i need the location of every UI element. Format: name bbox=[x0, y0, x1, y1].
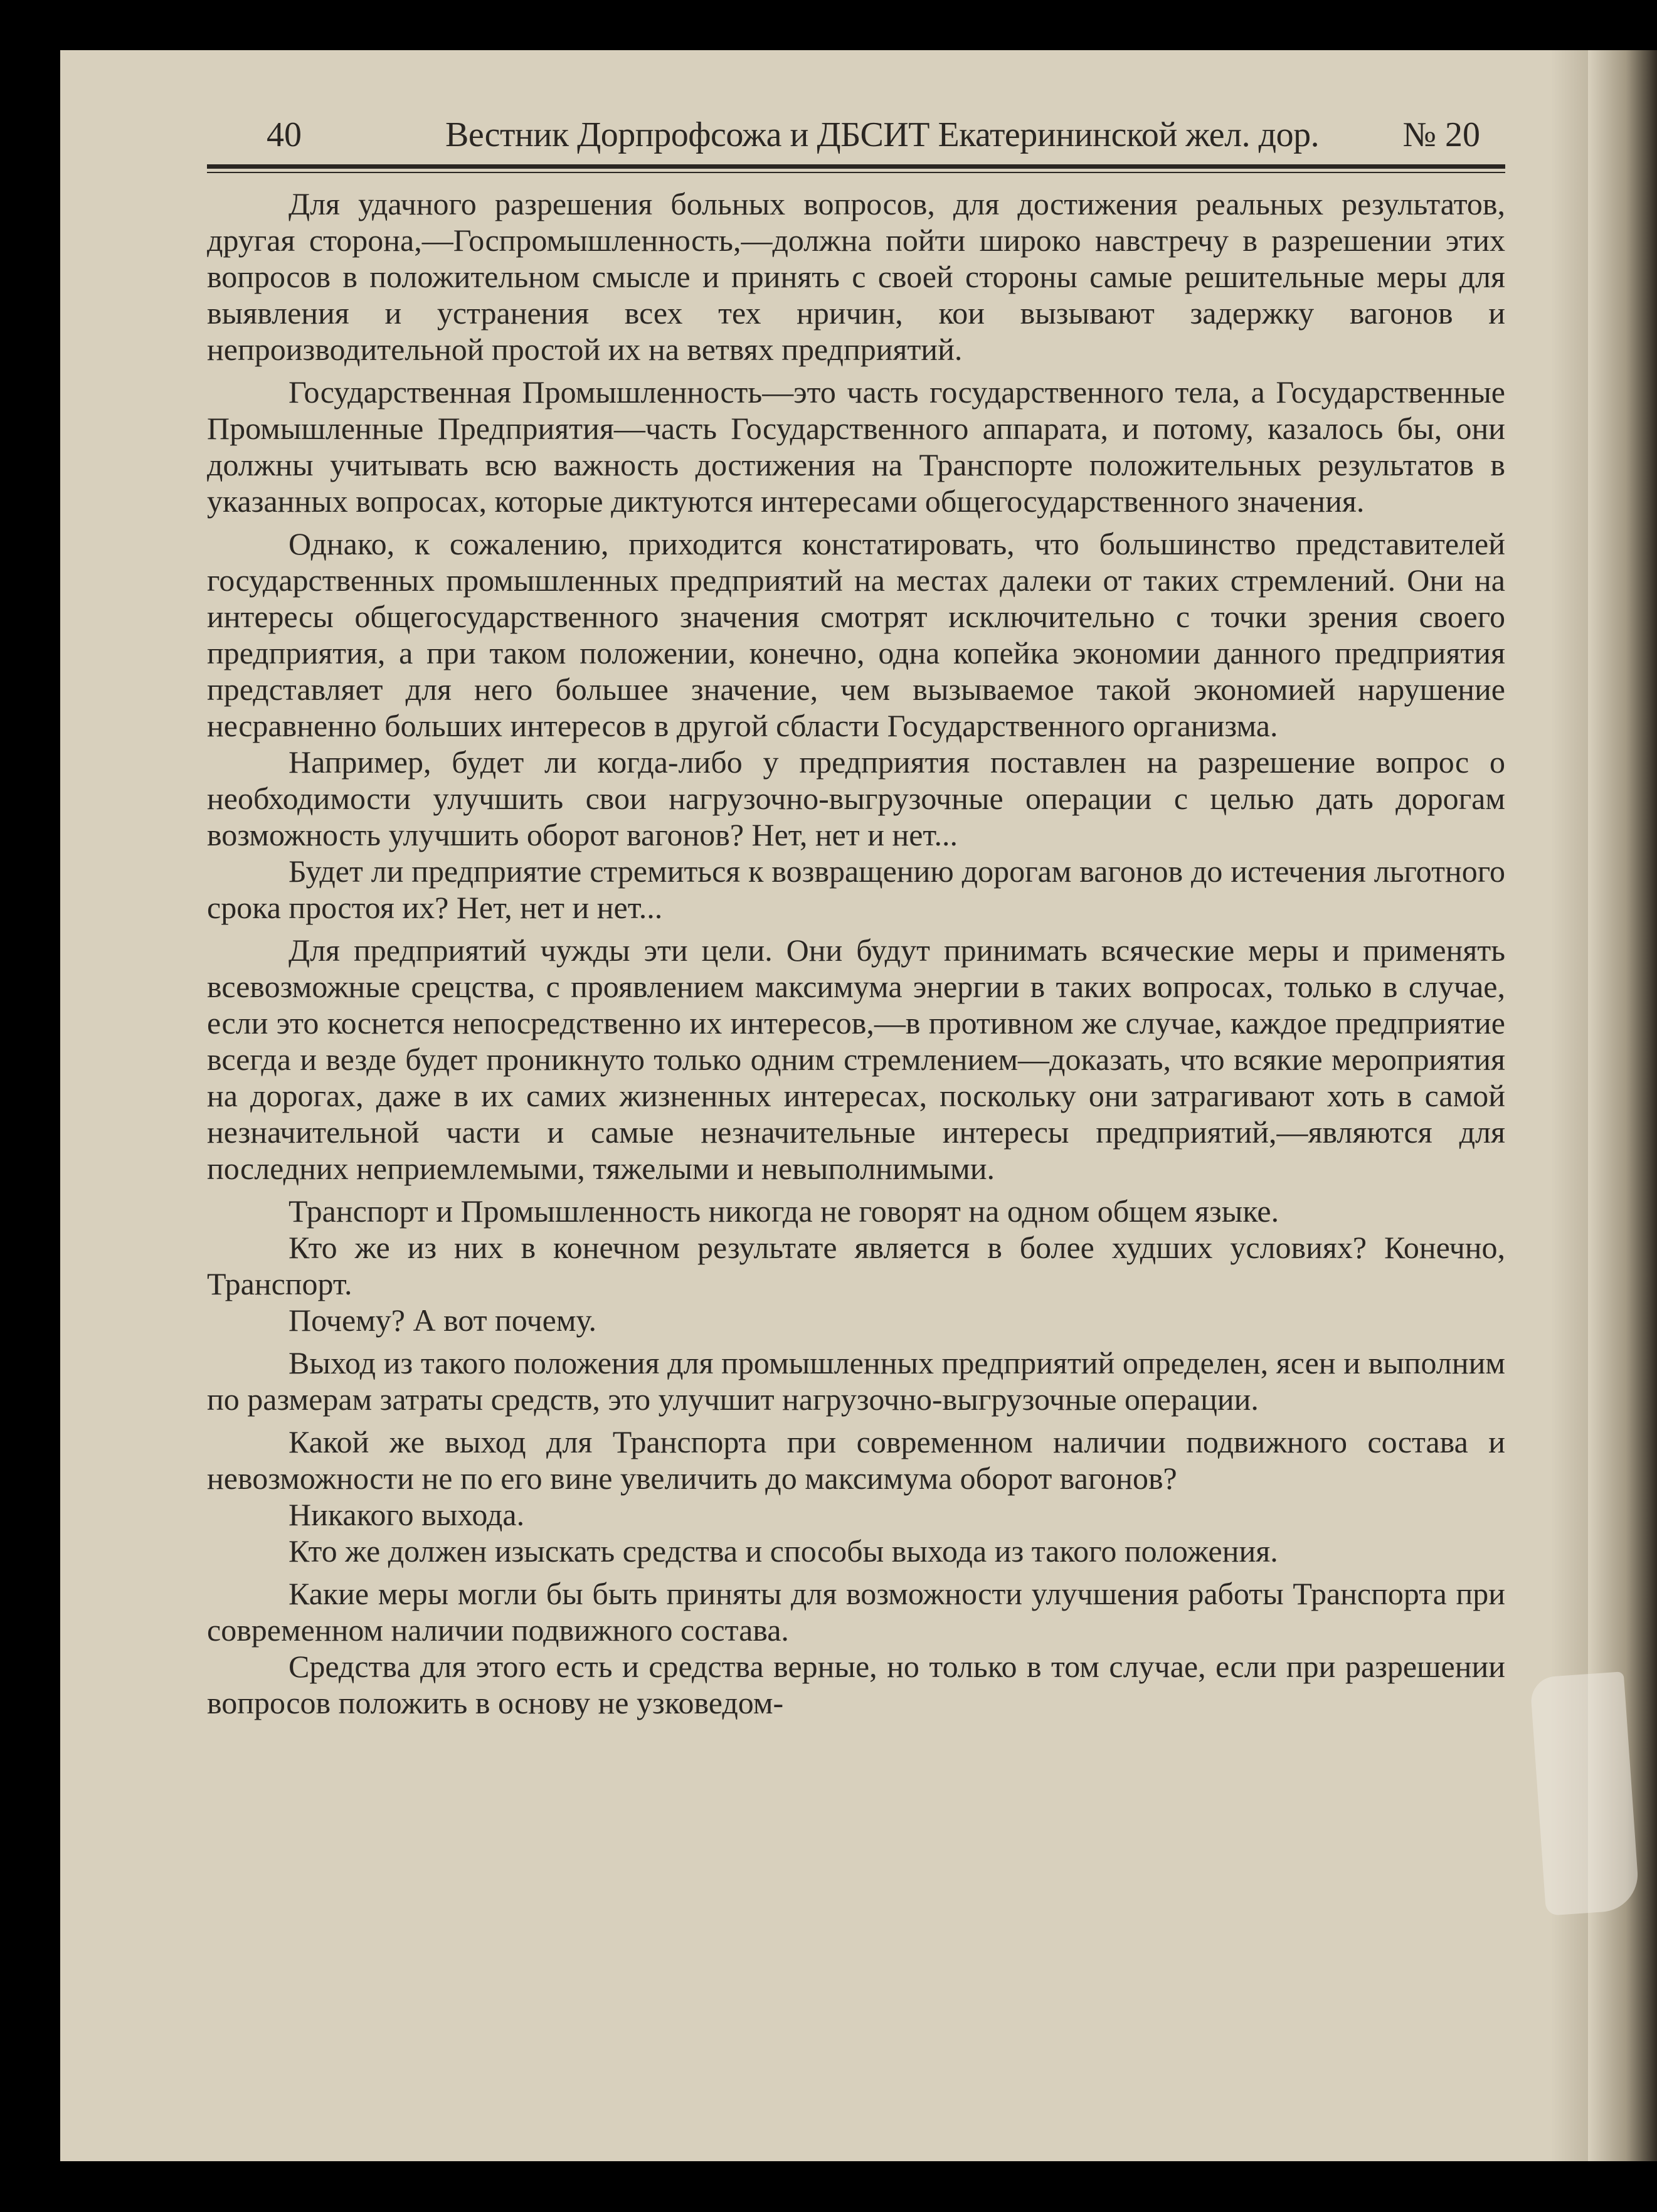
paragraph-9: Почему? А вот почему. bbox=[289, 1303, 596, 1338]
paragraph-7: Транспорт и Промышленность никогда не говорят на одном общем языке. bbox=[289, 1193, 1279, 1229]
journal-title: Вестник Дорпрофсожа и ДБСИТ Екатерининской жел. дор. bbox=[445, 115, 1320, 154]
paragraph-5: Будет ли предприятие стремиться к возвращению дорогам вагонов до истечения льготного срока простоя их? Нет, нет и нет... bbox=[207, 854, 1505, 925]
paragraph-13: Кто же должен изыскать средства и способы выхода из такого положения. bbox=[289, 1533, 1278, 1569]
header-rule-thin bbox=[207, 172, 1505, 173]
paragraph-11: Какой же выход для Транспорта при современном наличии подвижного состава и невозможности не по его вине увеличить до максимума оборот вагонов? bbox=[207, 1424, 1505, 1496]
paragraph-15: Средства для этого есть и средства верные, но только в том случае, если при разрешении вопросов положить в основу не узковедом- bbox=[207, 1649, 1505, 1720]
header-rule-thick bbox=[207, 164, 1505, 169]
issue-number: № 20 bbox=[1402, 115, 1480, 154]
paragraph-14: Какие меры могли бы быть приняты для возможности улучшения работы Транспорта при современном наличии подвижного состава. bbox=[207, 1576, 1505, 1648]
tape-patch bbox=[1530, 1671, 1640, 1916]
paragraph-4: Например, будет ли когда-либо у предприятия поставлен на разрешение вопрос о необходимости улучшить свои нагрузочно-выгрузочные операции с целью дать дорогам возможность улучшить оборот вагонов? Нет, нет и нет... bbox=[207, 744, 1505, 852]
running-header bbox=[207, 110, 1505, 160]
page-number: 40 bbox=[267, 115, 302, 154]
paragraph-6: Для предприятий чужды эти цели. Они будут принимать всяческие меры и применять всевозможные срецства, с проявлением максимума энергии в таких вопросах, только в случае, если это коснется непосредственно их интересов,—в противном же случае, каждое предприятие всегда и везде будет проникнуто только одним стремлением—доказать, что всякие мероприятия на дорогах, даже в их самих жизненных интересах, поскольку они затрагивают хоть в самой незначительной части и самые незначительные интересы предприятий,—являются для последних неприемлемыми, тяжелыми и невыполнимыми. bbox=[207, 933, 1505, 1186]
paragraph-12: Никакого выхода. bbox=[289, 1497, 525, 1532]
paragraph-10: Выход из такого положения для промышленных предприятий определен, ясен и выполним по размерам затраты средств, это улучшит нагрузочно-выгрузочные операции. bbox=[207, 1345, 1505, 1417]
paragraph-3: Однако, к сожалению, приходится констатировать, что большинство представителей государственных промышленных предприятий на местах далеки от таких стремлений. Они на интересы общегосударственного значения смотрят исключительно с точки зрения своего предприятия, а при таком положении, конечно, одна копейка экономии данного предприятия представляет для него большее значение, чем вызываемое такой экономией нарушение несравненно больших интересов в другой сбласти Государственного организма. bbox=[207, 526, 1505, 743]
paragraph-8: Кто же из них в конечном результате является в более худших условиях? Конечно, Транспорт. bbox=[207, 1230, 1505, 1301]
body-text bbox=[207, 186, 1505, 1721]
paragraph-2: Государственная Промышленность—это часть государственного тела, а Государственные Промышленные Предприятия—часть Государственного аппарата, и потому, казалось бы, они должны учитывать всю важность достижения на Транспорте положительных результатов в указанных вопросах, которые диктуются интересами общегосударственного значения. bbox=[207, 374, 1505, 519]
paragraph-1: Для удачного разрешения больных вопросов, для достижения реальных результатов, другая сторона,—Госпромышленность,—должна пойти широко навстречу в разрешении этих вопросов в положительном смысле и принять с своей стороны самые решительные меры для выявления и устранения всех тех нричин, кои вызывают задержку вагонов и непроизводительной простой их на ветвях предприятий. bbox=[207, 186, 1505, 367]
